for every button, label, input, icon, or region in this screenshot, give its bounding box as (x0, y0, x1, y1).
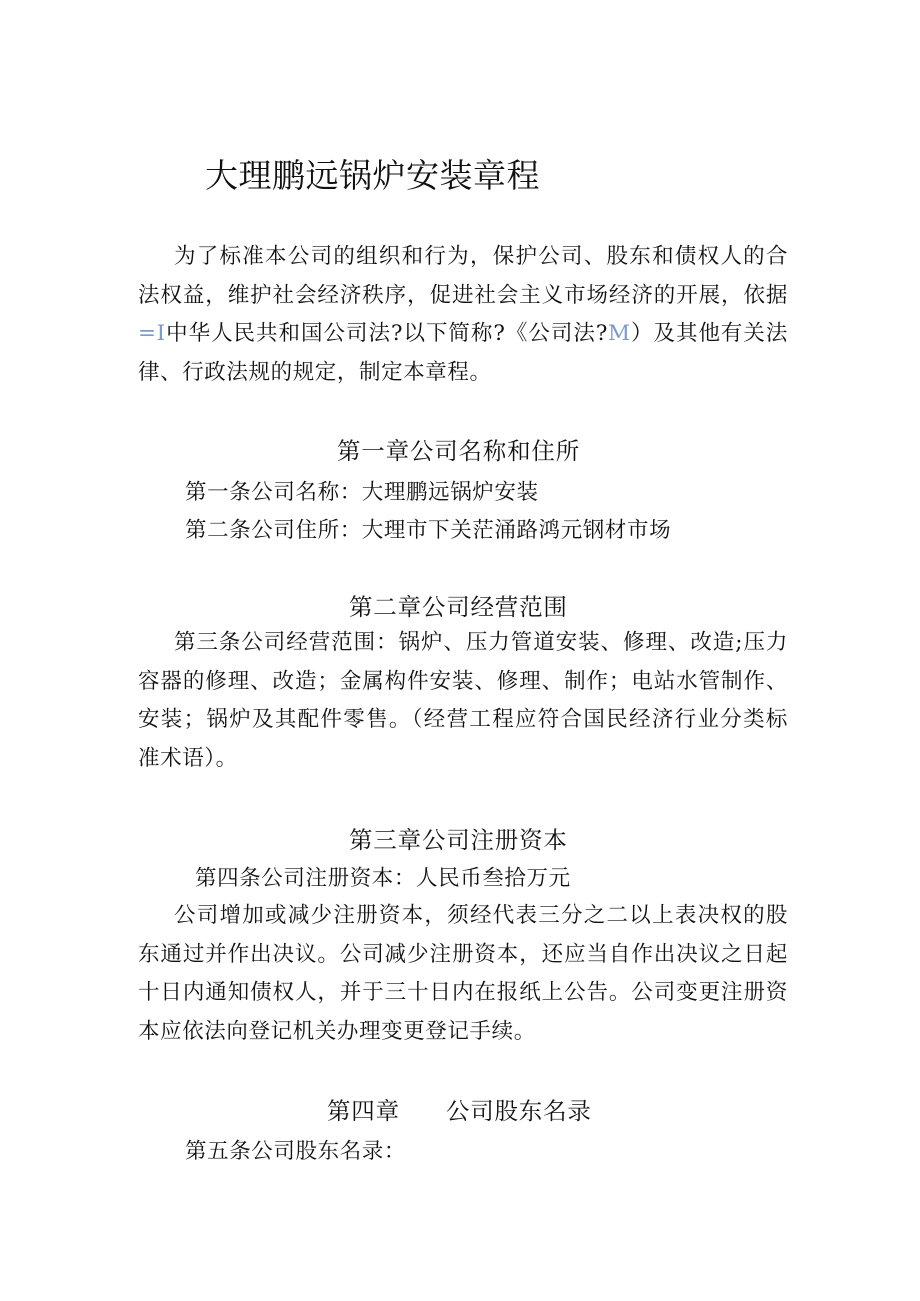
chapter-3-heading: 第三章公司注册资本 (349, 826, 568, 854)
article-1: 第一条公司名称：大理鹏远锅炉安装 (185, 480, 539, 505)
preamble-text-3: ）及其他有关法律、行政法规的规定，制定本章程。 (138, 321, 789, 385)
preamble-paragraph (138, 238, 788, 392)
chapter-3-paragraph: 公司增加或减少注册资本，须经代表三分之二以上表决权的股东通过并作出决议。公司减少注册资本，还应当自作出决议之日起十日内通知债权人，并于三十日内在报纸上公告。公司变更注册资本应依法向登记机关办理变更登记手续。 (138, 903, 788, 1044)
chapter-4-number: 第四章 (327, 1097, 400, 1125)
preamble-mark-1: =I (138, 321, 166, 346)
article-4: 第四条公司注册资本：人民币叁拾万元 (195, 866, 571, 891)
preamble-mark-2: M (607, 321, 631, 346)
preamble-text-1: 为了标准本公司的组织和行为，保护公司、股东和债权人的合法权益，维护社会经济秩序，促进社会主义市场经济的开展，依据 (138, 244, 788, 308)
article-5: 第五条公司股东名录： (185, 1139, 407, 1164)
chapter-1-heading: 第一章公司名称和住所 (337, 437, 580, 465)
preamble-text-2: 中华人民共和国公司法?以下简称?《公司法? (165, 321, 608, 346)
chapter-2-heading: 第二章公司经营范围 (349, 593, 568, 621)
article-2: 第二条公司住所：大理市下关茫涌路鸿元钢材市场 (185, 518, 672, 543)
article-3: 第三条公司经营范围：锅炉、压力管道安装、修理、改造;压力容器的修理、改造；金属构件安装、修理、制作；电站水管制作、安装；锅炉及其配件零售。（经营工程应符合国民经济行业分类标准术语）。 (138, 630, 788, 771)
document-title: 大理鹏远锅炉安装章程 (205, 156, 540, 195)
chapter-4-title: 公司股东名录 (445, 1097, 592, 1125)
chapter-4-heading (327, 1092, 592, 1126)
